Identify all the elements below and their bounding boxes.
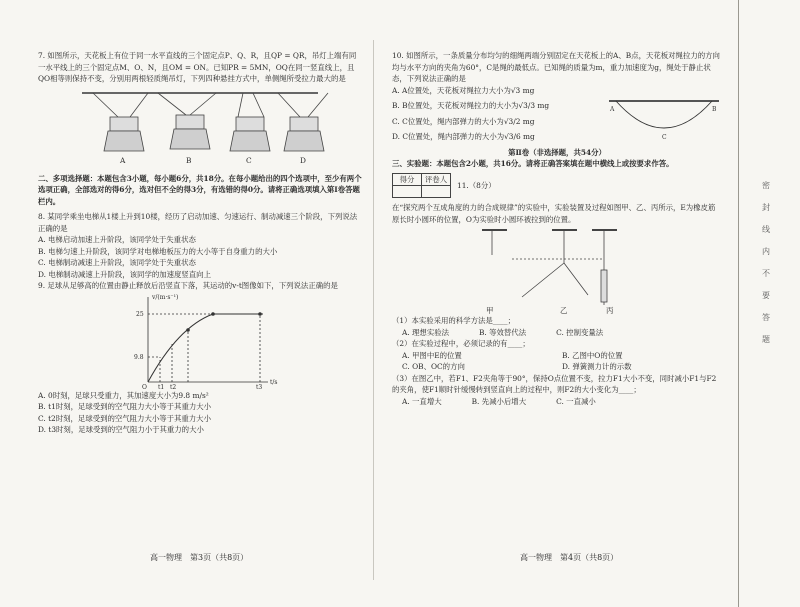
q10-option-c: C. C位置处，绳内部弹力的大小为√3/2 mg xyxy=(392,116,535,126)
right-footer: 高一物理 第4页（共8页） xyxy=(520,553,619,562)
y-tick-25: 25 xyxy=(136,310,144,318)
s2-opt-b: B. 乙图中O的位置 xyxy=(562,350,623,360)
q7-figure xyxy=(38,85,363,173)
s1-opt-b: B. 等效替代法 xyxy=(479,327,527,337)
y-axis-unit: v/(m·s⁻¹) xyxy=(152,293,179,301)
q9-vt-graph xyxy=(38,292,363,390)
s3-opt-a: A. 一直增大 xyxy=(402,396,442,406)
sub-q3-options xyxy=(392,396,722,408)
score-label: 得分 xyxy=(393,173,422,186)
binding-char: 密 xyxy=(762,181,770,190)
score-table xyxy=(392,173,451,199)
experiment-svg xyxy=(392,225,722,315)
binding-char: 答 xyxy=(762,313,770,322)
lamp-label-d: D xyxy=(300,155,306,165)
binding-char: 线 xyxy=(762,225,770,234)
q10-option-d: D. C位置处，绳内部弹力的大小为√3/6 mg xyxy=(392,132,535,141)
part-2-heading: 第Ⅱ卷（非选择题，共54分） xyxy=(508,147,606,157)
fig-label-bing: 丙 xyxy=(606,306,614,315)
sub-q1: （1）本实验采用的科学方法是____； xyxy=(392,316,515,325)
x-tick-t3: t3 xyxy=(256,383,263,391)
q10-option-b: B. B位置处，天花板对绳拉力的大小为√3/3 mg xyxy=(392,101,550,110)
s1-opt-a: A. 理想实验法 xyxy=(402,327,449,337)
experiment-figure xyxy=(392,225,722,315)
left-footer: 高一物理 第3页（共8页） xyxy=(150,553,249,562)
svg-text:C: C xyxy=(662,133,667,141)
s1-opt-c: C. 控制变量法 xyxy=(556,327,604,337)
q8-option-a: A. 电梯启动加速上升阶段，该同学处于失重状态 xyxy=(38,235,196,244)
s2-opt-d: D. 弹簧测力计的示数 xyxy=(562,362,632,371)
q10-block xyxy=(392,85,722,143)
binding-char: 封 xyxy=(762,203,770,212)
x-axis-unit: t/s xyxy=(270,378,278,386)
q10-text: 10. 如图所示，一条质量分布均匀的细绳两端分别固定在天花板上的A、B点，天花板对绳拉力的方向均与水平方向的夹角为60°，C是绳的最低点。已知绳的质量为m，重力加速度为g，绳处于静止状态，下列说法正确的是 xyxy=(392,51,720,83)
s3-opt-b: B. 先减小后增大 xyxy=(471,396,527,406)
y-tick-9-8: 9.8 xyxy=(134,353,144,361)
sub-q2: （2）在实验过程中，必须记录的有____； xyxy=(392,339,530,348)
binding-char: 要 xyxy=(762,291,770,300)
q8-text: 8. 某同学乘坐电梯从1楼上升到10楼，经历了启动加速、匀速运行、制动减速三个阶段，下列说法正确的是 xyxy=(38,212,358,233)
x-tick-t1: t1 xyxy=(158,383,165,391)
grader-cell[interactable] xyxy=(422,186,451,198)
lamp-label-a: A xyxy=(120,155,126,165)
x-tick-t2: t2 xyxy=(170,383,177,391)
q7-text: 7. 如图所示，天花板上有位于同一水平直线的三个固定点P、Q、R，且QP = QR，吊灯上端有同一水平线上的三个固定点M、O、N，且OM = ON。已知PR = 5MN，OQ在同一竖直线上，且QO相等则保持不变，分别用两根轻质绳吊灯，下列四种悬挂方式中，单侧绳所受拉力最大的是 xyxy=(38,51,357,83)
q9-option-a: A. 0时刻，足球只受重力，其加速度大小为9.8 m/s² xyxy=(38,390,209,400)
q11-text: 在“探究两个互成角度的力的合成规律”的实验中，实验装置及过程如图甲、乙、丙所示，E为橡皮筋原长时小圆环的位置，O为实验时小圆环被拉到的位置。 xyxy=(392,203,716,224)
lamp-label-b: B xyxy=(186,155,192,165)
s2-opt-c: C. OB、OC的方向 xyxy=(402,362,465,371)
sub-q3: （3）在图乙中，若F1、F2夹角等于90°，保持O点位置不变，拉力F1大小不变，同时减小F1与F2的夹角，使F1顺时针缓慢转到竖直向上的过程中，则F2的大小变化为____； xyxy=(392,373,717,394)
binding-char: 不 xyxy=(762,269,770,278)
q11-number: 11.（8分） xyxy=(457,180,496,190)
q8-option-d: D. 电梯制动减速上升阶段，该同学的加速度竖直向上 xyxy=(38,269,211,279)
s3-opt-c: C. 一直减小 xyxy=(556,396,596,406)
binding-char: 题 xyxy=(762,335,770,344)
q8-option-b: B. 电梯匀速上升阶段，该同学对电梯地板压力的大小等于自身重力的大小 xyxy=(38,246,278,256)
q9-option-d: D. t3时刻，足球受到的空气阻力小于其重力的大小 xyxy=(38,425,204,434)
right-page xyxy=(392,50,722,407)
fig-label-jia: 甲 xyxy=(486,306,494,315)
lamp-label-c: C xyxy=(246,155,252,165)
q10-option-a: A. A位置处，天花板对绳拉力大小为√3 mg xyxy=(392,85,535,95)
s2-opt-a: A. 甲图中E的位置 xyxy=(402,350,462,360)
left-page xyxy=(38,50,363,436)
sub-q2-options xyxy=(392,350,722,373)
q7-lamps-svg xyxy=(38,85,363,173)
q8-option-c: C. 电梯制动减速上升阶段，该同学处于失重状态 xyxy=(38,258,196,267)
q11-header xyxy=(392,173,722,199)
q9-text: 9. 足球从足够高的位置由静止释放后沿竖直下落，其运动的v-t图像如下，下列说法正确的是 xyxy=(38,281,338,290)
score-cell[interactable] xyxy=(393,186,422,198)
rope-figure xyxy=(604,93,724,143)
sub-q1-options xyxy=(392,327,722,339)
grader-label: 评卷人 xyxy=(422,173,451,186)
page-divider xyxy=(373,40,374,580)
binding-notice xyxy=(760,175,772,351)
fig-label-yi: 乙 xyxy=(560,306,568,315)
q9-option-c: C. t2时刻，足球受到的空气阻力大小等于其重力大小 xyxy=(38,413,211,423)
section-2-heading: 二、多项选择题：本题包含3小题，每小题6分，共18分。在每小题给出的四个选项中，至少有两个选项正确，全部选对的得6分，选对但不全的得3分，有选错的得0分。请将正确选项填入第Ⅰ卷答题栏内。 xyxy=(38,173,362,206)
vt-graph-svg xyxy=(38,292,298,390)
binding-char: 内 xyxy=(762,247,770,256)
section-3-heading: 三、实验题：本题包含2小题，共16分。请将正确答案填在题中横线上或按要求作答。 xyxy=(392,159,674,168)
svg-text:B: B xyxy=(712,105,717,113)
svg-text:A: A xyxy=(610,105,615,113)
q9-option-b: B. t1时刻，足球受到的空气阻力大小等于其重力大小 xyxy=(38,402,212,411)
x-origin: O xyxy=(142,383,147,391)
